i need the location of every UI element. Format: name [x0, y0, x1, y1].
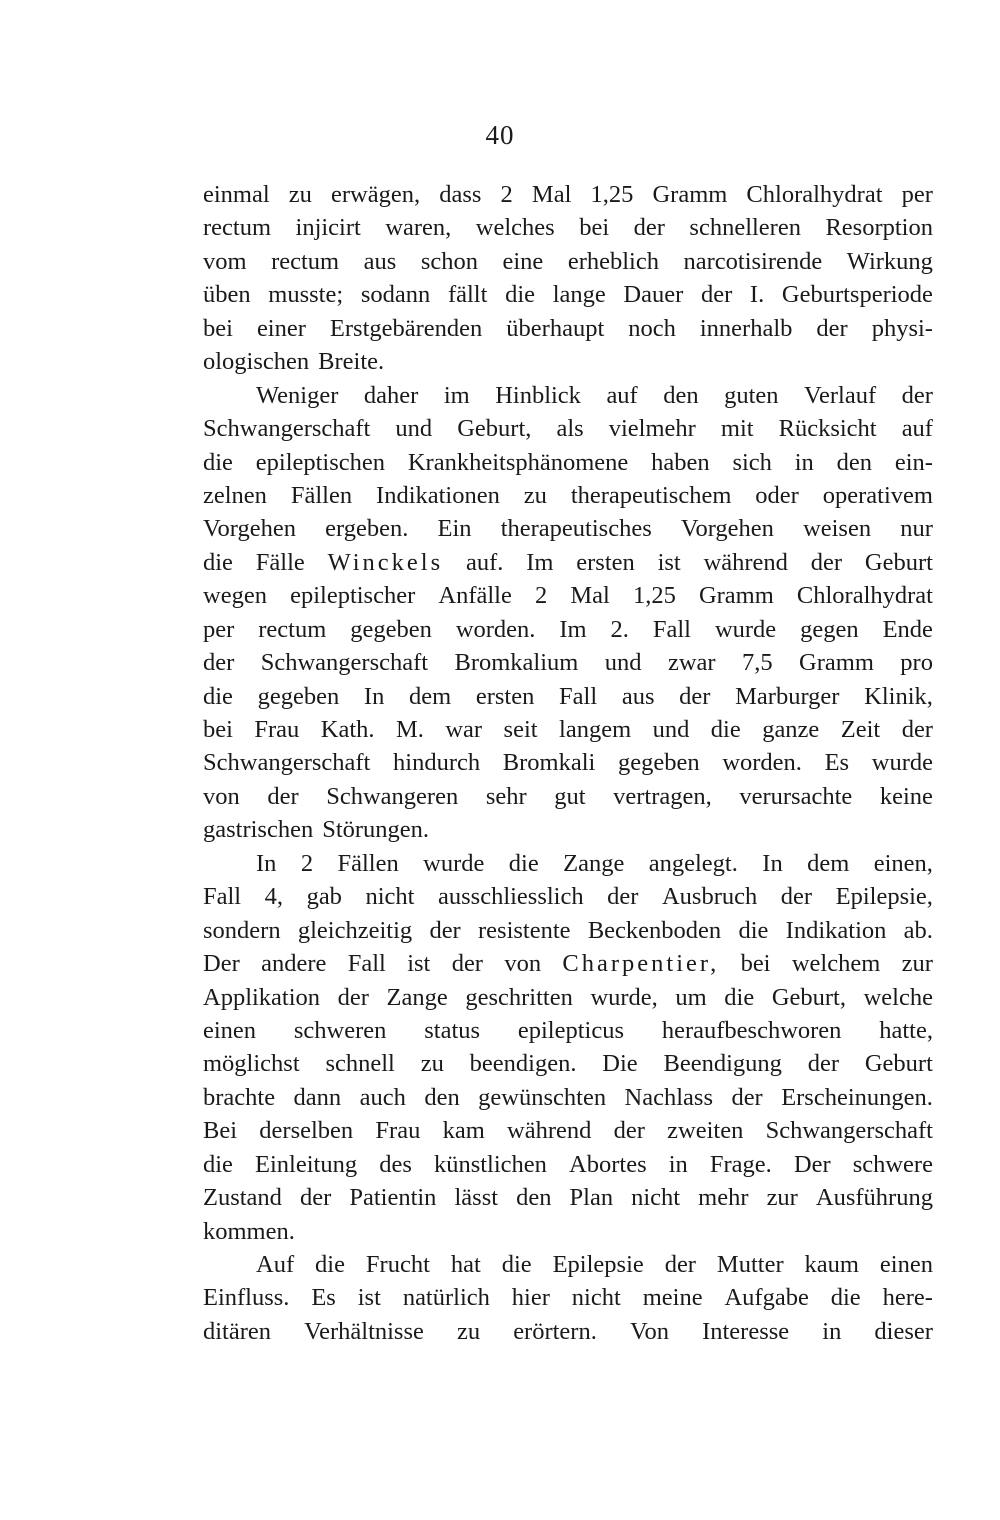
page-number: 40	[485, 120, 515, 150]
text-line: ditären Verhältnisse zu erörtern. Von Interesse in dieser	[203, 1317, 933, 1345]
text-line: In 2 Fällen wurde die Zange angelegt. In dem einen,	[256, 849, 933, 877]
text-line: rectum injicirt waren, welches bei der schnelleren Resorption	[203, 214, 933, 242]
text-line: wegen epileptischer Anfälle 2 Mal 1,25 Gramm Chloralhydrat	[203, 582, 933, 610]
text-line: brachte dann auch den gewünschten Nachlass der Erscheinungen.	[203, 1083, 933, 1111]
text-line: ologischen Breite.	[203, 348, 385, 376]
text-line: einmal zu erwägen, dass 2 Mal 1,25 Gramm Chloralhydrat per	[203, 181, 933, 208]
text-line: die gegeben In dem ersten Fall aus der Marburger Klinik,	[203, 682, 933, 710]
text-line: vom rectum aus schon eine erheblich narcotisirende Wirkung	[203, 247, 933, 275]
text-line: bei einer Erstgebärenden überhaupt noch innerhalb der physi-	[203, 314, 933, 342]
text-line: Fall 4, gab nicht ausschliesslich der Ausbruch der Epilepsie,	[203, 883, 933, 911]
text-line: Einfluss. Es ist natürlich hier nicht meine Aufgabe die here-	[203, 1284, 933, 1312]
text-line: zelnen Fällen Indikationen zu therapeutischem oder operativem	[203, 481, 933, 509]
text-line: Vorgehen ergeben. Ein therapeutisches Vorgehen weisen nur	[203, 515, 933, 543]
text-line: Auf die Frucht hat die Epilepsie der Mutter kaum einen	[256, 1251, 933, 1278]
text-line: Zustand der Patientin lässt den Plan nicht mehr zur Ausführung	[203, 1184, 933, 1212]
text-line: der Schwangerschaft Bromkalium und zwar 7,5 Gramm pro	[203, 649, 933, 677]
text-line: sondern gleichzeitig der resistente Beckenboden die Indikation ab.	[203, 916, 933, 944]
body-text	[203, 178, 933, 1348]
text-line: Bei derselben Frau kam während der zweiten Schwangerschaft	[203, 1117, 933, 1145]
text-line: Schwangerschaft und Geburt, als vielmehr mit Rücksicht auf	[203, 415, 933, 443]
text-line: die Einleitung des künstlichen Abortes in Frage. Der schwere	[203, 1150, 933, 1178]
text-line: Schwangerschaft hindurch Bromkali gegeben worden. Es wurde	[203, 749, 933, 777]
text-line: die Fälle Winckels auf. Im ersten ist während der Geburt	[203, 548, 933, 576]
text-line: die epileptischen Krankheitsphänomene haben sich in den ein-	[203, 448, 933, 476]
text-line: per rectum gegeben worden. Im 2. Fall wurde gegen Ende	[203, 615, 933, 643]
text-line: üben musste; sodann fällt die lange Dauer der I. Geburtsperiode	[203, 281, 933, 309]
text-line: Der andere Fall ist der von Charpentier, bei welchem zur	[203, 950, 933, 978]
text-line: möglichst schnell zu beendigen. Die Beendigung der Geburt	[203, 1050, 933, 1078]
text-line: gastrischen Störungen.	[203, 816, 430, 844]
text-line: kommen.	[203, 1217, 295, 1245]
text-line: bei Frau Kath. M. war seit langem und die ganze Zeit der	[203, 716, 933, 743]
text-line: Applikation der Zange geschritten wurde, um die Geburt, welche	[203, 983, 933, 1011]
text-line: Weniger daher im Hinblick auf den guten Verlauf der	[256, 381, 933, 409]
text-line: von der Schwangeren sehr gut vertragen, verursachte keine	[203, 782, 933, 810]
text-line: einen schweren status epilepticus heraufbeschworen hatte,	[203, 1016, 933, 1044]
